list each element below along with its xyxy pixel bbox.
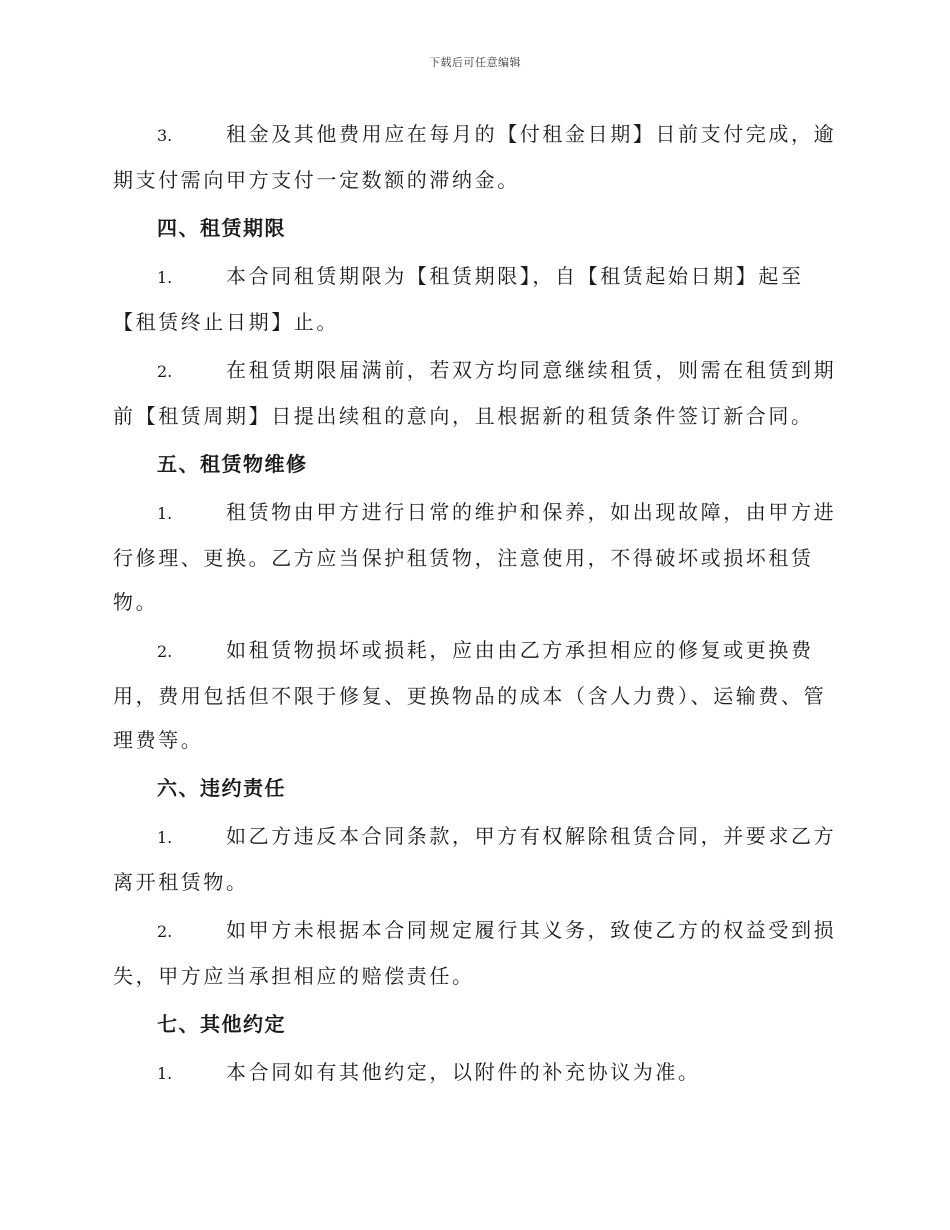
clause-text: 租金及其他费用应在每月的【付租金日期】日前支付完成，逾期支付需向甲方支付一定数额的滞纳金。: [113, 122, 837, 192]
clause-number: 2.: [157, 362, 173, 381]
clause-text: 如乙方违反本合同条款，甲方有权解除租赁合同，并要求乙方离开租赁物。: [113, 824, 837, 894]
clause-item: [113, 908, 838, 998]
page-header: 下载后可任意编辑: [429, 56, 521, 69]
clause-item: [113, 628, 838, 762]
clause-text: 租赁物由甲方进行日常的维护和保养，如出现故障，由甲方进行修理、更换。乙方应当保护租赁物，注意使用，不得破坏或损坏租赁物。: [113, 500, 837, 614]
section-heading: 六、违约责任: [157, 776, 286, 800]
clause-item: [113, 254, 838, 344]
clause-text: 在租赁期限届满前，若双方均同意继续租赁，则需在租赁到期前【租赁周期】日提出续租的意向，且根据新的租赁条件签订新合同。: [113, 358, 837, 428]
clause-item: [113, 814, 838, 904]
clause-number: 1.: [157, 1064, 173, 1083]
clause-item: [113, 1050, 838, 1096]
clause-text: 如甲方未根据本合同规定履行其义务，致使乙方的权益受到损失，甲方应当承担相应的赔偿责任。: [113, 918, 837, 988]
clause-item: [113, 490, 838, 624]
clause-number: 1.: [157, 268, 173, 287]
clause-number: 2.: [157, 922, 173, 941]
clause-text: 本合同如有其他约定，以附件的补充协议为准。: [226, 1060, 701, 1084]
clause-item: [113, 348, 838, 438]
section-heading: 四、租赁期限: [157, 216, 286, 240]
section-heading: 五、租赁物维修: [157, 452, 308, 476]
clause-text: 本合同租赁期限为【租赁期限】，自【租赁起始日期】起至【租赁终止日期】止。: [113, 264, 804, 334]
clause-number: 2.: [157, 642, 173, 661]
section-heading: 七、其他约定: [157, 1012, 286, 1036]
clause-text: 如租赁物损坏或损耗，应由由乙方承担相应的修复或更换费用，费用包括但不限于修复、更换物品的成本（含人力费）、运输费、管理费等。: [113, 638, 827, 752]
clause-item: [113, 112, 838, 202]
clause-number: 3.: [157, 126, 173, 145]
clause-number: 1.: [157, 504, 173, 523]
document-body: [113, 112, 838, 1100]
clause-number: 1.: [157, 828, 173, 847]
